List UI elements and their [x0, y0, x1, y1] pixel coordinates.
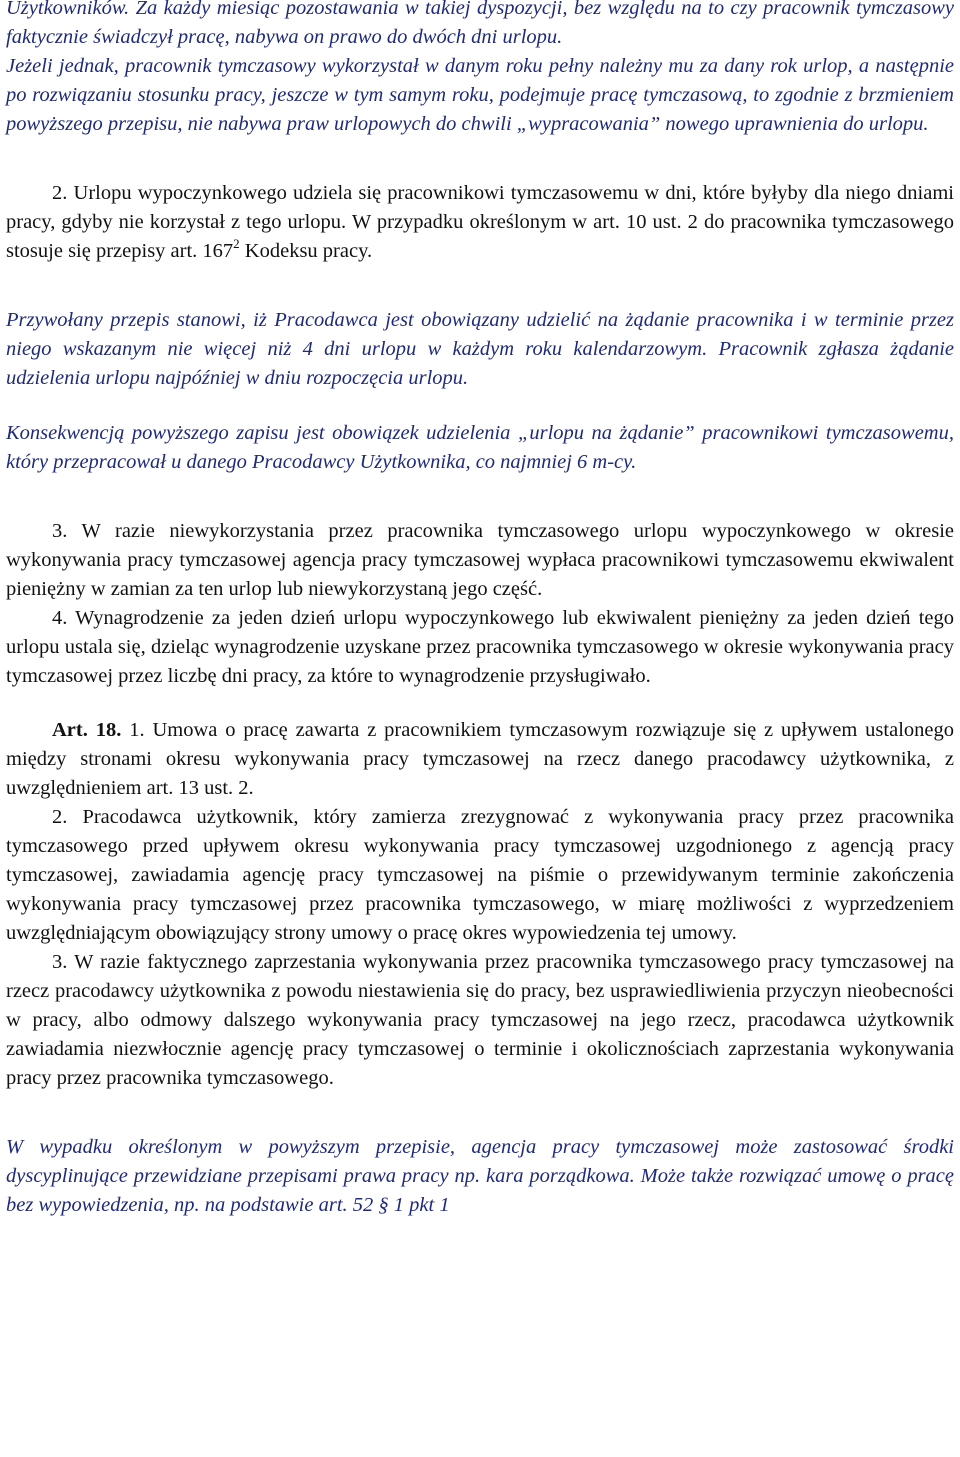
section-4-wynagrodzenie: 4. Wynagrodzenie za jeden dzień urlopu wypoczynkowego lub ekwiwalent pieniężny za jeden dzień tego urlopu ustala się, dzieląc wynagrodzenie uzyskane przez pracownika tymczasowego w okresie wykonywania pracy tymczasowej przez liczbę dni pracy, za które to wynagrodzenie przysługiwało.	[6, 607, 954, 687]
commentary-konsekwencja: Konsekwencją powyższego zapisu jest obowiązek udzielenia „urlopu na żądanie” pracownikowi tymczasowemu, który przepracował u danego Pracodawcy Użytkownika, co najmniej 6 m-cy.	[6, 422, 954, 473]
section-3-ekwiwalent: 3. W razie niewykorzystania przez pracownika tymczasowego urlopu wypoczynkowego w okresie wykonywania pracy tymczasowej agencja pracy tymczasowej wypłaca pracownikowi tymczasowemu ekwiwalent pieniężny w zamian za ten urlop lub niewykorzystaną jego część.	[6, 520, 954, 600]
section-2-superscript: 2	[233, 236, 240, 251]
commentary-urlop-dyspozycja: Użytkowników. Za każdy miesiąc pozostawania w takiej dyspozycji, bez względu na to czy pracownik tymczasowy faktycznie świadczył pracę, nabywa on prawo do dwóch dni urlopu.	[6, 0, 954, 48]
section-2-text: 2. Urlopu wypoczynkowego udziela się pracownikowi tymczasowemu w dni, które byłyby dla niego dniami pracy, gdyby nie korzystał z tego urlopu. W przypadku określonym w art. 10 ust. 2 do pracownika tymczasowego stosuje się przepisy art. 167	[6, 182, 954, 262]
article-18-para-1-text: 1. Umowa o pracę zawarta z pracownikiem tymczasowym rozwiązuje się z upływem ustalonego między stronami okresu wykonywania pracy tymczasowej na rzecz danego pracodawcy użytkownika, z uwzględnieniem art. 13 ust. 2.	[6, 719, 954, 799]
article-18-heading: Art. 18.	[52, 719, 122, 741]
commentary-srodki-dyscyplinujace: W wypadku określonym w powyższym przepisie, agencja pracy tymczasowej może zastosować środki dyscyplinujące przewidziane przepisami prawa pracy np. kara porządkowa. Może także rozwiązać umowę o pracę bez wypowiedzenia, np. na podstawie art. 52 § 1 pkt 1	[6, 1136, 954, 1216]
section-2-text-end: Kodeksu pracy.	[239, 240, 373, 262]
commentary-urlop-nowe-uprawnienie: Jeżeli jednak, pracownik tymczasowy wykorzystał w danym roku pełny należny mu za dany rok urlop, a następnie po rozwiązaniu stosunku pracy, jeszcze w tym samym roku, podejmuje pracę tymczasową, to zgodnie z brzmieniem powyższego przepisu, nie nabywa praw urlopowych do chwili „wypracowania” nowego uprawnienia do urlopu.	[6, 55, 954, 135]
document-page	[6, 0, 954, 1220]
commentary-urlop-na-zadanie: Przywołany przepis stanowi, iż Pracodawca jest obowiązany udzielić na żądanie pracownika i w terminie przez niego wskazanym nie więcej niż 4 dni urlopu w każdym roku kalendarzowym. Pracownik zgłasza żądanie udzielenia urlopu najpóźniej w dniu rozpoczęcia urlopu.	[6, 309, 954, 389]
section-2-urlop-dni	[6, 179, 954, 266]
article-18-para-3: 3. W razie faktycznego zaprzestania wykonywania przez pracownika tymczasowego pracy tymczasowej na rzecz pracodawcy użytkownika z powodu niestawienia się do pracy, bez usprawiedliwienia przyczyn nieobecności w pracy, albo odmowy dalszego wykonywania pracy tymczasowej na jego rzecz, pracodawca użytkownik zawiadamia niezwłocznie agencję pracy tymczasowej o terminie i okolicznościach zaprzestania wykonywania pracy przez pracownika tymczasowego.	[6, 951, 954, 1089]
article-18-para-1	[6, 716, 954, 803]
article-18-para-2: 2. Pracodawca użytkownik, który zamierza zrezygnować z wykonywania pracy przez pracownika tymczasowego przed upływem okresu wykonywania pracy tymczasowej uzgodnionego z agencją pracy tymczasowej, zawiadamia agencję pracy tymczasowej na piśmie o przewidywanym terminie zakończenia wykonywania pracy tymczasowej przez pracownika tymczasowego, w miarę możliwości z wyprzedzeniem uwzględniającym obowiązujący strony umowy o pracę okres wypowiedzenia tej umowy.	[6, 806, 954, 944]
